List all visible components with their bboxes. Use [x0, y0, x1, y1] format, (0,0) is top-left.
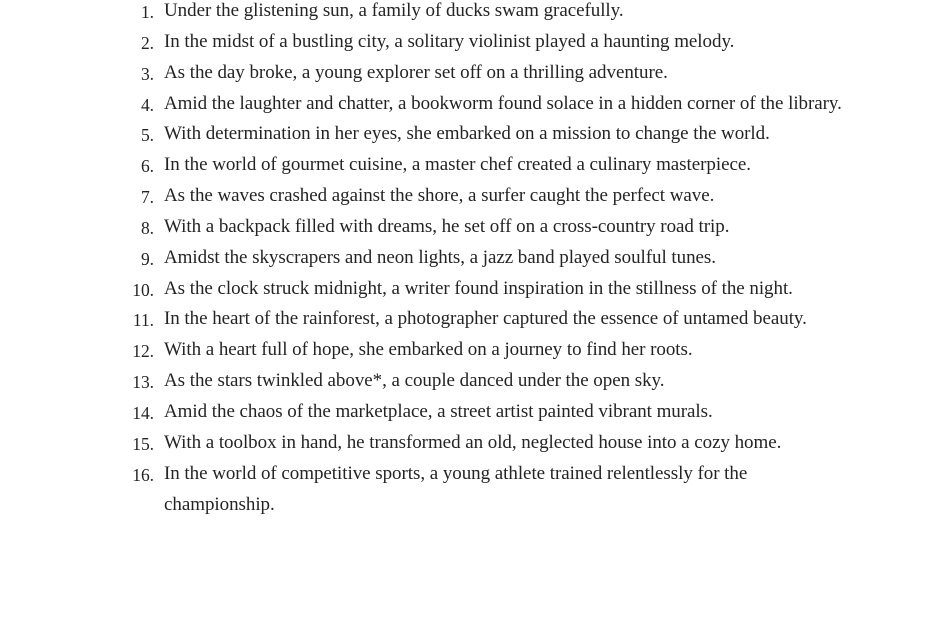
- list-item-text: With a backpack filled with dreams, he set off on a cross-country road trip.: [164, 215, 730, 237]
- list-item: [0, 58, 930, 89]
- list-item-number: 1.: [140, 2, 154, 22]
- list-item-number: 3.: [140, 63, 154, 84]
- list-item-number: 11.: [132, 310, 154, 331]
- list-item: [0, 89, 930, 120]
- list-item-number: 14.: [132, 402, 154, 423]
- list-item: [0, 181, 930, 212]
- list-item: [0, 119, 930, 150]
- list-item: [0, 366, 930, 397]
- list-item: [0, 274, 930, 305]
- list-item-text: As the stars twinkled above*, a couple danced under the open sky.: [164, 370, 665, 392]
- list-item-number: 12.: [132, 341, 154, 362]
- list-item-text: Amid the chaos of the marketplace, a street artist painted vibrant murals.: [164, 400, 713, 422]
- list-item: [0, 335, 930, 366]
- list-item: [0, 212, 930, 243]
- list-item-number: 9.: [140, 248, 154, 269]
- list-item-text: As the day broke, a young explorer set off on a thrilling adventure.: [164, 61, 668, 83]
- list-item: [0, 304, 930, 335]
- list-item-number: 10.: [132, 279, 154, 300]
- list-item-number: 5.: [140, 125, 154, 146]
- list-item-text: As the clock struck midnight, a writer found inspiration in the stillness of the night.: [164, 277, 793, 299]
- list-item-text: Amid the laughter and chatter, a bookworm found solace in a hidden corner of the library.: [164, 92, 842, 114]
- list-item: [0, 27, 930, 58]
- list-item-number: 7.: [140, 187, 154, 208]
- list-item-number: 4.: [140, 94, 154, 115]
- list-item-text: With a toolbox in hand, he transformed an old, neglected house into a cozy home.: [164, 431, 782, 453]
- list-item-number: 2.: [140, 32, 154, 53]
- list-item-text: Under the glistening sun, a family of ducks swam gracefully.: [164, 0, 624, 21]
- list-item-number: 8.: [140, 217, 154, 238]
- list-item-text: With determination in her eyes, she embarked on a mission to change the world.: [164, 123, 770, 145]
- list-item-text: In the heart of the rainforest, a photographer captured the essence of untamed beauty.: [164, 308, 807, 330]
- list-item-number: 13.: [132, 372, 154, 393]
- list-item-text: With a heart full of hope, she embarked on a journey to find her roots.: [164, 339, 693, 361]
- list-item: [0, 243, 930, 274]
- list-item-text: Amidst the skyscrapers and neon lights, a jazz band played soulful tunes.: [164, 246, 716, 268]
- list-item-text: In the world of gourmet cuisine, a master chef created a culinary masterpiece.: [164, 154, 751, 176]
- list-item: [0, 397, 930, 428]
- list-item: [0, 428, 930, 459]
- list-item-number: 6.: [140, 156, 154, 177]
- list-item-number: 15.: [132, 433, 154, 454]
- list-item: [0, 459, 930, 521]
- list-item: [0, 150, 930, 181]
- list-item-text: In the midst of a bustling city, a solitary violinist played a haunting melody.: [164, 30, 735, 52]
- list-item-number: 16.: [132, 464, 154, 485]
- list-item: [0, 0, 930, 27]
- list-item-text: In the world of competitive sports, a young athlete trained relentlessly for the championship.: [164, 462, 748, 515]
- list-item-text: As the waves crashed against the shore, a surfer caught the perfect wave.: [164, 185, 715, 207]
